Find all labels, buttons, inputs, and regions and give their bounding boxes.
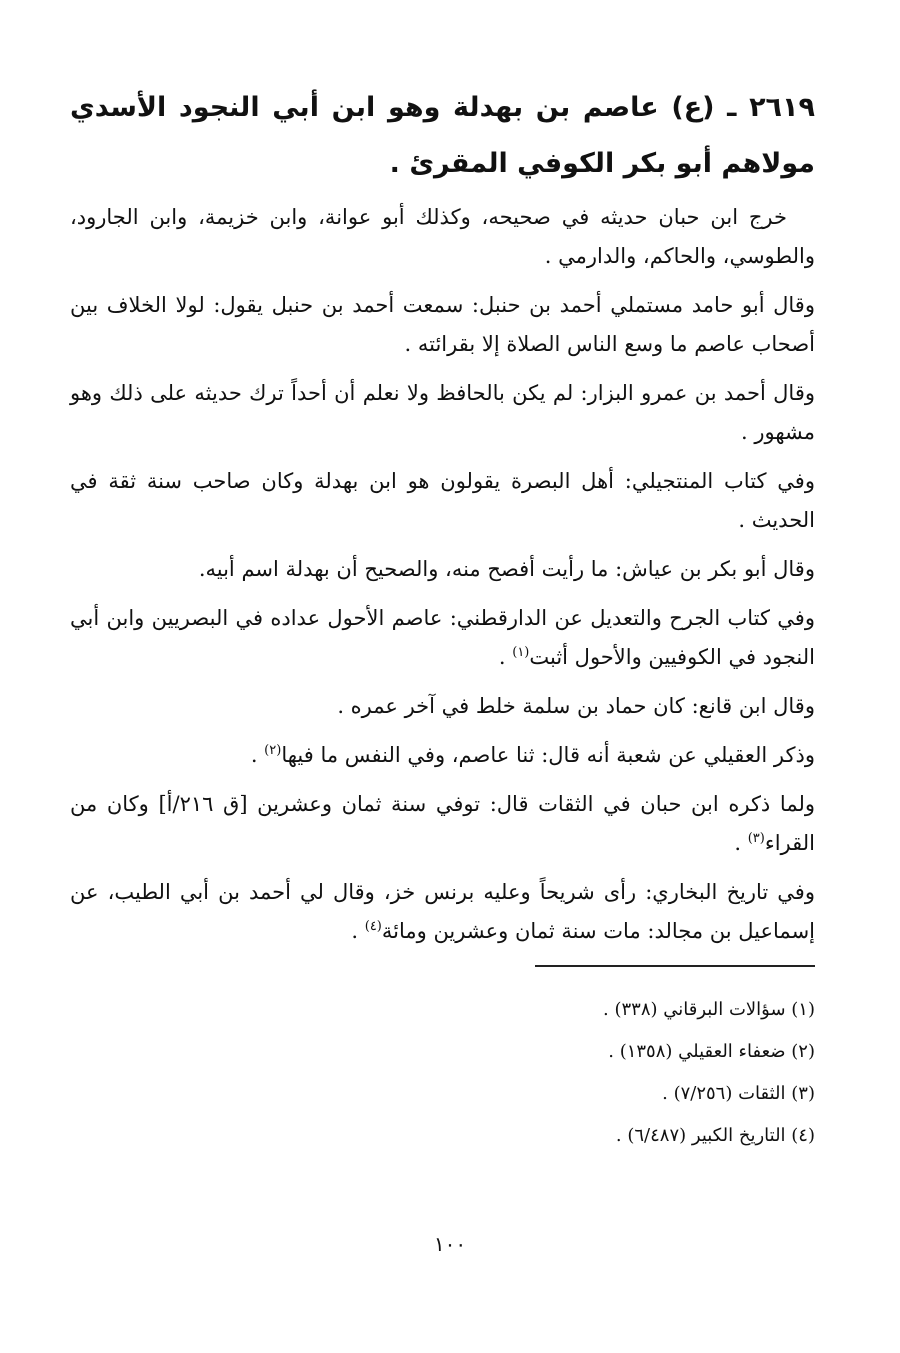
paragraph-bazzar: وقال أحمد بن عمرو البزار: لم يكن بالحافظ ولا نعلم أن أحداً ترك حديثه على ذلك وهو مشهور . bbox=[70, 381, 815, 444]
footnote-2: (٢) ضعفاء العقيلي (١٣٥٨) . bbox=[608, 1041, 815, 1062]
footnote-4: (٤) التاريخ الكبير (٦/٤٨٧) . bbox=[615, 1125, 815, 1146]
entry-heading: ٢٦١٩ ـ (ع) عاصم بن بهدلة وهو ابن أبي النجود الأسدي مولاهم أبو بكر الكوفي المقرئ . bbox=[70, 92, 815, 179]
paragraph-jarh-tadil: وفي كتاب الجرح والتعديل عن الدارقطني: عاصم الأحول عداده في البصريين وابن أبي النجود في الكوفيين والأحول أثبت$^{(١)}$ . bbox=[70, 606, 815, 669]
document-page bbox=[70, 80, 815, 1157]
paragraph-bukhari-tarikh: وفي تاريخ البخاري: رأى شريحاً وعليه برنس خز، وقال لي أحمد بن أبي الطيب، عن إسماعيل بن مجالد: مات سنة ثمان وعشرين ومائة$^{(٤)}$ . bbox=[70, 880, 815, 943]
footnote-ref-1[interactable]: (١) bbox=[512, 645, 530, 660]
footnote-divider bbox=[535, 965, 815, 967]
footnote-ref-2[interactable]: (٢) bbox=[264, 743, 282, 758]
footnote-ref-4[interactable]: (٤) bbox=[364, 919, 382, 934]
paragraph-ibn-hibban-thiqat: ولما ذكره ابن حبان في الثقات قال: توفي سنة ثمان وعشرين [ق ٢١٦/أ] وكان من القراء$^{(٣)}$ . bbox=[70, 792, 815, 855]
paragraph-sahih-sources: خرج ابن حبان حديثه في صحيحه، وكذلك أبو عوانة، وابن خزيمة، وابن الجارود، والطوسي، والحاكم، والدارمي . bbox=[70, 205, 815, 268]
paragraph-uqayli: وذكر العقيلي عن شعبة أنه قال: ثنا عاصم، وفي النفس ما فيها$^{(٢)}$ . bbox=[250, 743, 815, 767]
footnote-ref-3[interactable]: (٣) bbox=[747, 831, 765, 846]
paragraph-muntajili: وفي كتاب المنتجيلي: أهل البصرة يقولون هو ابن بهدلة وكان صاحب سنة ثقة في الحديث . bbox=[70, 469, 815, 532]
paragraph-abu-bakr-ibn-ayyash: وقال أبو بكر بن عياش: ما رأيت أفصح منه، والصحيح أن بهدلة اسم أبيه. bbox=[198, 557, 815, 581]
paragraph-ibn-qani: وقال ابن قانع: كان حماد بن سلمة خلط في آخر عمره . bbox=[337, 694, 815, 718]
page-number: ١٠٠ bbox=[433, 1232, 467, 1256]
paragraph-ahmad-ibn-hanbal: وقال أبو حامد مستملي أحمد بن حنبل: سمعت أحمد بن حنبل يقول: لولا الخلاف بين أصحاب عاصم ما وسع الناس الصلاة إلا بقرائته . bbox=[70, 293, 815, 356]
footnote-3: (٣) الثقات (٧/٢٥٦) . bbox=[662, 1083, 815, 1104]
footnote-1: (١) سؤالات البرقاني (٣٣٨) . bbox=[603, 999, 815, 1020]
